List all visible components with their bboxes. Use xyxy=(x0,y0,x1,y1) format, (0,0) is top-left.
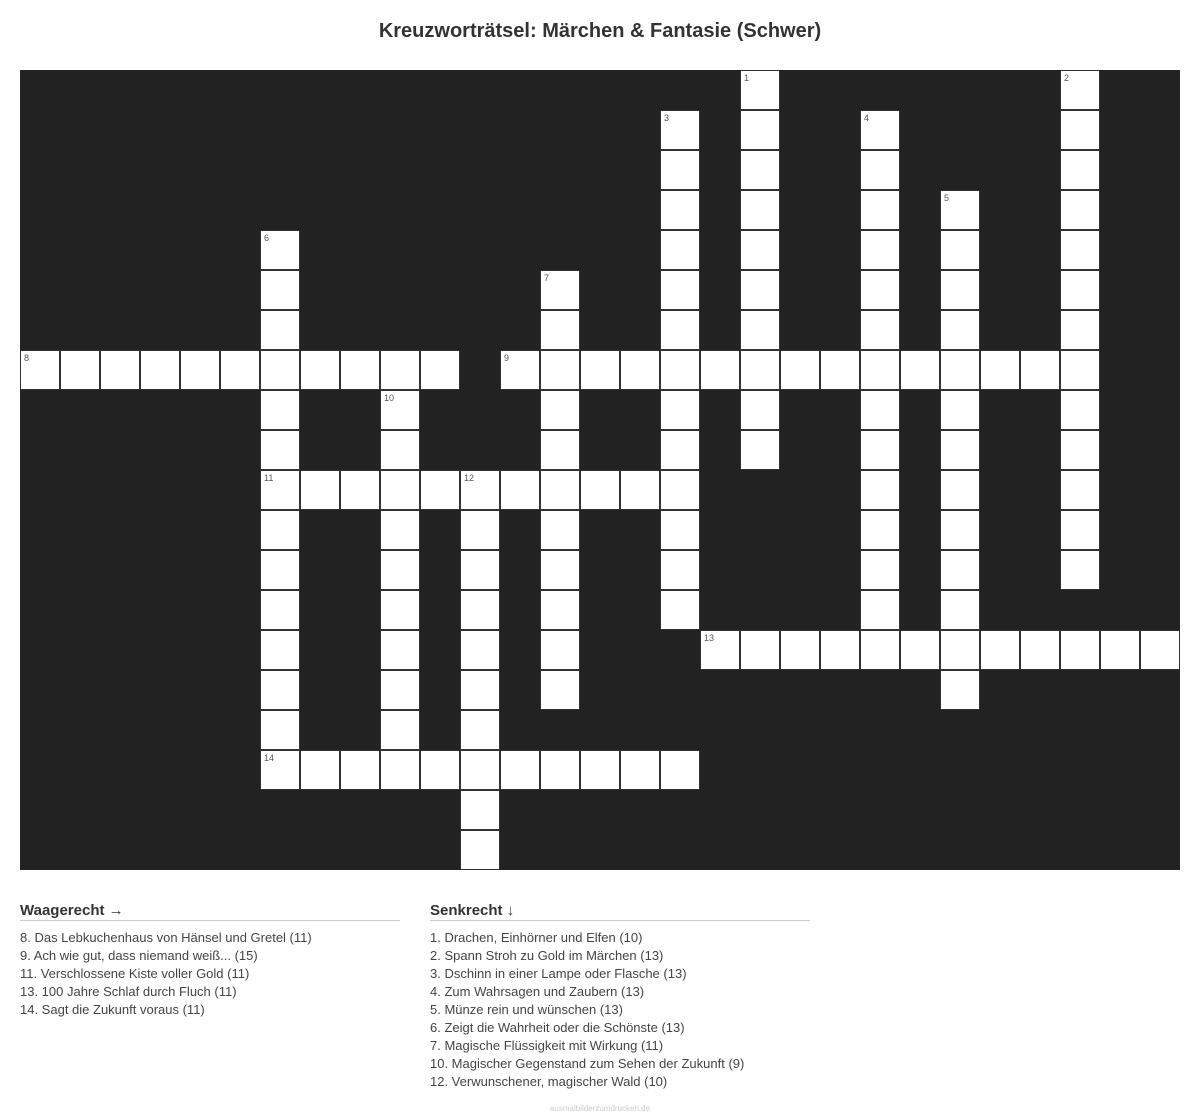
grid-cell[interactable] xyxy=(260,710,300,750)
grid-cell[interactable] xyxy=(460,550,500,590)
grid-cell[interactable] xyxy=(540,630,580,670)
grid-cell[interactable] xyxy=(260,510,300,550)
grid-cell[interactable] xyxy=(860,270,900,310)
clue-number: 11 xyxy=(264,473,274,483)
grid-cell[interactable] xyxy=(940,550,980,590)
grid-cell[interactable] xyxy=(940,470,980,510)
grid-cell[interactable] xyxy=(1060,190,1100,230)
grid-cell[interactable] xyxy=(1060,150,1100,190)
clue-item: 2. Spann Stroh zu Gold im Märchen (13) xyxy=(430,948,664,963)
grid-cell[interactable] xyxy=(1020,350,1060,390)
grid-cell[interactable] xyxy=(1060,510,1100,550)
grid-cell[interactable] xyxy=(540,430,580,470)
grid-cell[interactable] xyxy=(700,630,740,670)
grid-cell[interactable] xyxy=(300,350,340,390)
grid-cell[interactable] xyxy=(260,390,300,430)
grid-cell[interactable] xyxy=(380,430,420,470)
down-clue-list xyxy=(430,929,810,1091)
grid-cell[interactable] xyxy=(180,350,220,390)
grid-cell[interactable] xyxy=(540,390,580,430)
grid-cell[interactable] xyxy=(340,350,380,390)
grid-cell[interactable] xyxy=(380,350,420,390)
grid-cell[interactable] xyxy=(740,310,780,350)
clue-item: 6. Zeigt die Wahrheit oder die Schönste (13) xyxy=(430,1020,685,1035)
grid-cell[interactable] xyxy=(860,510,900,550)
grid-cell[interactable] xyxy=(1060,310,1100,350)
grid-cell[interactable] xyxy=(660,110,700,150)
grid-cell[interactable] xyxy=(1060,110,1100,150)
grid-cell[interactable] xyxy=(740,390,780,430)
grid-cell[interactable] xyxy=(620,350,660,390)
grid-cell[interactable] xyxy=(380,470,420,510)
grid-cell[interactable] xyxy=(740,110,780,150)
grid-cell[interactable] xyxy=(260,350,300,390)
grid-cell[interactable] xyxy=(540,310,580,350)
grid-cell[interactable] xyxy=(940,590,980,630)
grid-cell[interactable] xyxy=(380,550,420,590)
grid-cell[interactable] xyxy=(740,630,780,670)
grid-cell[interactable] xyxy=(940,350,980,390)
grid-cell[interactable] xyxy=(620,470,660,510)
grid-cell[interactable] xyxy=(1060,550,1100,590)
grid-cell[interactable] xyxy=(660,510,700,550)
clue-number: 14 xyxy=(264,753,275,763)
grid-cell[interactable] xyxy=(260,310,300,350)
grid-cell[interactable] xyxy=(860,150,900,190)
grid-cell[interactable] xyxy=(780,350,820,390)
grid-cell[interactable] xyxy=(820,630,860,670)
grid-cell[interactable] xyxy=(1060,390,1100,430)
grid-cell[interactable] xyxy=(260,430,300,470)
grid-cell[interactable] xyxy=(660,150,700,190)
grid-cell[interactable] xyxy=(620,750,660,790)
grid-cell[interactable] xyxy=(940,630,980,670)
grid-cell[interactable] xyxy=(740,430,780,470)
grid-cell[interactable] xyxy=(380,390,420,430)
grid-cell[interactable] xyxy=(860,230,900,270)
grid-cell[interactable] xyxy=(740,70,780,110)
grid-cell[interactable] xyxy=(660,470,700,510)
down-clues-section xyxy=(430,902,810,1091)
grid-cell[interactable] xyxy=(860,470,900,510)
clue-item: 9. Ach wie gut, dass niemand weiß... (15) xyxy=(20,948,258,963)
grid-cell[interactable] xyxy=(1060,630,1100,670)
clue-item: 8. Das Lebkuchenhaus von Hänsel und Gretel (11) xyxy=(20,930,312,945)
grid-cell[interactable] xyxy=(540,750,580,790)
grid-cell[interactable] xyxy=(740,270,780,310)
grid-cell[interactable] xyxy=(780,630,820,670)
grid-cell[interactable] xyxy=(940,510,980,550)
grid-cell[interactable] xyxy=(660,230,700,270)
grid-cell[interactable] xyxy=(540,510,580,550)
grid-cell[interactable] xyxy=(420,750,460,790)
grid-cell[interactable] xyxy=(340,750,380,790)
grid-cell[interactable] xyxy=(1140,630,1180,670)
grid-cell[interactable] xyxy=(660,550,700,590)
grid-cell[interactable] xyxy=(940,270,980,310)
grid-cell[interactable] xyxy=(660,430,700,470)
grid-cell[interactable] xyxy=(300,470,340,510)
grid-cell[interactable] xyxy=(540,670,580,710)
grid-cell[interactable] xyxy=(860,350,900,390)
grid-cell[interactable] xyxy=(860,110,900,150)
grid-cell[interactable] xyxy=(380,590,420,630)
grid-cell[interactable] xyxy=(660,590,700,630)
grid-cell[interactable] xyxy=(340,470,380,510)
clue-number: 8 xyxy=(24,353,30,363)
grid-cell[interactable] xyxy=(260,670,300,710)
grid-cell[interactable] xyxy=(860,590,900,630)
grid-cell[interactable] xyxy=(380,630,420,670)
grid-cell[interactable] xyxy=(540,350,580,390)
grid-cell[interactable] xyxy=(260,230,300,270)
grid-cell[interactable] xyxy=(260,470,300,510)
grid-cell[interactable] xyxy=(1060,70,1100,110)
grid-cell[interactable] xyxy=(740,190,780,230)
grid-cell[interactable] xyxy=(740,350,780,390)
grid-cell[interactable] xyxy=(380,670,420,710)
grid-cell[interactable] xyxy=(20,350,60,390)
grid-cell[interactable] xyxy=(500,470,540,510)
clue-item: 11. Verschlossene Kiste voller Gold (11) xyxy=(20,966,250,981)
grid-cell[interactable] xyxy=(420,350,460,390)
across-clues-section xyxy=(20,902,400,1019)
footer-credit: ausmalbilderzumdrucken.de xyxy=(549,1104,651,1113)
clue-item: 10. Magischer Gegenstand zum Sehen der Zukunft (9) xyxy=(430,1056,745,1071)
grid-cell[interactable] xyxy=(420,470,460,510)
grid-cell[interactable] xyxy=(540,270,580,310)
clue-item: 14. Sagt die Zukunft voraus (11) xyxy=(20,1002,205,1017)
clue-item: 7. Magische Flüssigkeit mit Wirkung (11) xyxy=(430,1038,664,1053)
grid-cell[interactable] xyxy=(860,310,900,350)
grid-cell[interactable] xyxy=(300,750,340,790)
grid-cell[interactable] xyxy=(1060,350,1100,390)
grid-cell[interactable] xyxy=(460,670,500,710)
grid-cell[interactable] xyxy=(60,350,100,390)
grid-cell[interactable] xyxy=(140,350,180,390)
crossword-grid xyxy=(20,70,1180,870)
grid-cell[interactable] xyxy=(580,470,620,510)
grid-cell[interactable] xyxy=(380,710,420,750)
grid-cell[interactable] xyxy=(660,350,700,390)
grid-cell[interactable] xyxy=(1060,230,1100,270)
grid-cell[interactable] xyxy=(660,750,700,790)
grid-cell[interactable] xyxy=(580,350,620,390)
clue-number: 10 xyxy=(384,393,395,403)
across-clue-list xyxy=(20,929,400,1019)
grid-cell[interactable] xyxy=(540,470,580,510)
grid-cell[interactable] xyxy=(940,310,980,350)
grid-cell[interactable] xyxy=(1100,630,1140,670)
grid-cell[interactable] xyxy=(260,590,300,630)
grid-cell[interactable] xyxy=(820,350,860,390)
grid-cell[interactable] xyxy=(500,350,540,390)
clue-number: 9 xyxy=(504,353,510,363)
puzzle-title: Kreuzworträtsel: Märchen & Fantasie (Schwer) xyxy=(378,20,822,42)
grid-cell[interactable] xyxy=(740,230,780,270)
grid-cell[interactable] xyxy=(940,430,980,470)
grid-cell[interactable] xyxy=(260,270,300,310)
grid-cell[interactable] xyxy=(1060,270,1100,310)
grid-cell[interactable] xyxy=(860,390,900,430)
grid-cell[interactable] xyxy=(900,630,940,670)
grid-cell[interactable] xyxy=(460,590,500,630)
clue-number: 3 xyxy=(664,113,670,123)
grid-cell[interactable] xyxy=(260,550,300,590)
grid-cell[interactable] xyxy=(700,350,740,390)
grid-cell[interactable] xyxy=(460,750,500,790)
clue-item: 5. Münze rein und wünschen (13) xyxy=(430,1002,623,1017)
grid-cell[interactable] xyxy=(980,630,1020,670)
clue-item: 13. 100 Jahre Schlaf durch Fluch (11) xyxy=(20,984,237,999)
clue-number: 4 xyxy=(864,113,870,123)
clue-item: 4. Zum Wahrsagen und Zaubern (13) xyxy=(430,984,645,999)
grid-cell[interactable] xyxy=(1060,470,1100,510)
clue-number: 5 xyxy=(944,193,950,203)
clue-number: 6 xyxy=(264,233,270,243)
clue-number: 13 xyxy=(704,633,715,643)
across-heading: Waagerecht → xyxy=(20,902,400,921)
grid-cell[interactable] xyxy=(860,430,900,470)
grid-cell[interactable] xyxy=(460,830,500,870)
grid-cell[interactable] xyxy=(460,630,500,670)
grid-cell[interactable] xyxy=(1060,430,1100,470)
grid-cell[interactable] xyxy=(1020,630,1060,670)
grid-cell[interactable] xyxy=(260,750,300,790)
grid-cell[interactable] xyxy=(460,710,500,750)
clue-item: 1. Drachen, Einhörner und Elfen (10) xyxy=(430,930,643,945)
clue-item: 12. Verwunschener, magischer Wald (10) xyxy=(430,1074,668,1089)
grid-cell[interactable] xyxy=(220,350,260,390)
grid-cell[interactable] xyxy=(580,750,620,790)
grid-cell[interactable] xyxy=(460,510,500,550)
grid-cell[interactable] xyxy=(460,470,500,510)
grid-cell[interactable] xyxy=(660,190,700,230)
clue-number: 1 xyxy=(744,73,750,83)
grid-cell[interactable] xyxy=(660,390,700,430)
grid-cell[interactable] xyxy=(940,230,980,270)
grid-cell[interactable] xyxy=(540,590,580,630)
grid-cell[interactable] xyxy=(860,550,900,590)
grid-cell[interactable] xyxy=(660,310,700,350)
clue-number: 7 xyxy=(544,273,550,283)
grid-cell[interactable] xyxy=(940,190,980,230)
grid-cell[interactable] xyxy=(900,350,940,390)
grid-cell[interactable] xyxy=(980,350,1020,390)
grid-cell[interactable] xyxy=(940,670,980,710)
clue-number: 2 xyxy=(1064,73,1070,83)
grid-cell[interactable] xyxy=(940,390,980,430)
grid-cell[interactable] xyxy=(860,190,900,230)
grid-cell[interactable] xyxy=(460,790,500,830)
grid-cell[interactable] xyxy=(740,150,780,190)
clue-number: 12 xyxy=(464,473,475,483)
down-heading: Senkrecht ↓ xyxy=(430,902,810,921)
grid-cell[interactable] xyxy=(380,510,420,550)
grid-cell[interactable] xyxy=(540,550,580,590)
grid-cell[interactable] xyxy=(380,750,420,790)
grid-cell[interactable] xyxy=(860,630,900,670)
grid-cell[interactable] xyxy=(100,350,140,390)
grid-cell[interactable] xyxy=(260,630,300,670)
grid-cell[interactable] xyxy=(500,750,540,790)
clue-item: 3. Dschinn in einer Lampe oder Flasche (13) xyxy=(430,966,687,981)
grid-cell[interactable] xyxy=(660,270,700,310)
